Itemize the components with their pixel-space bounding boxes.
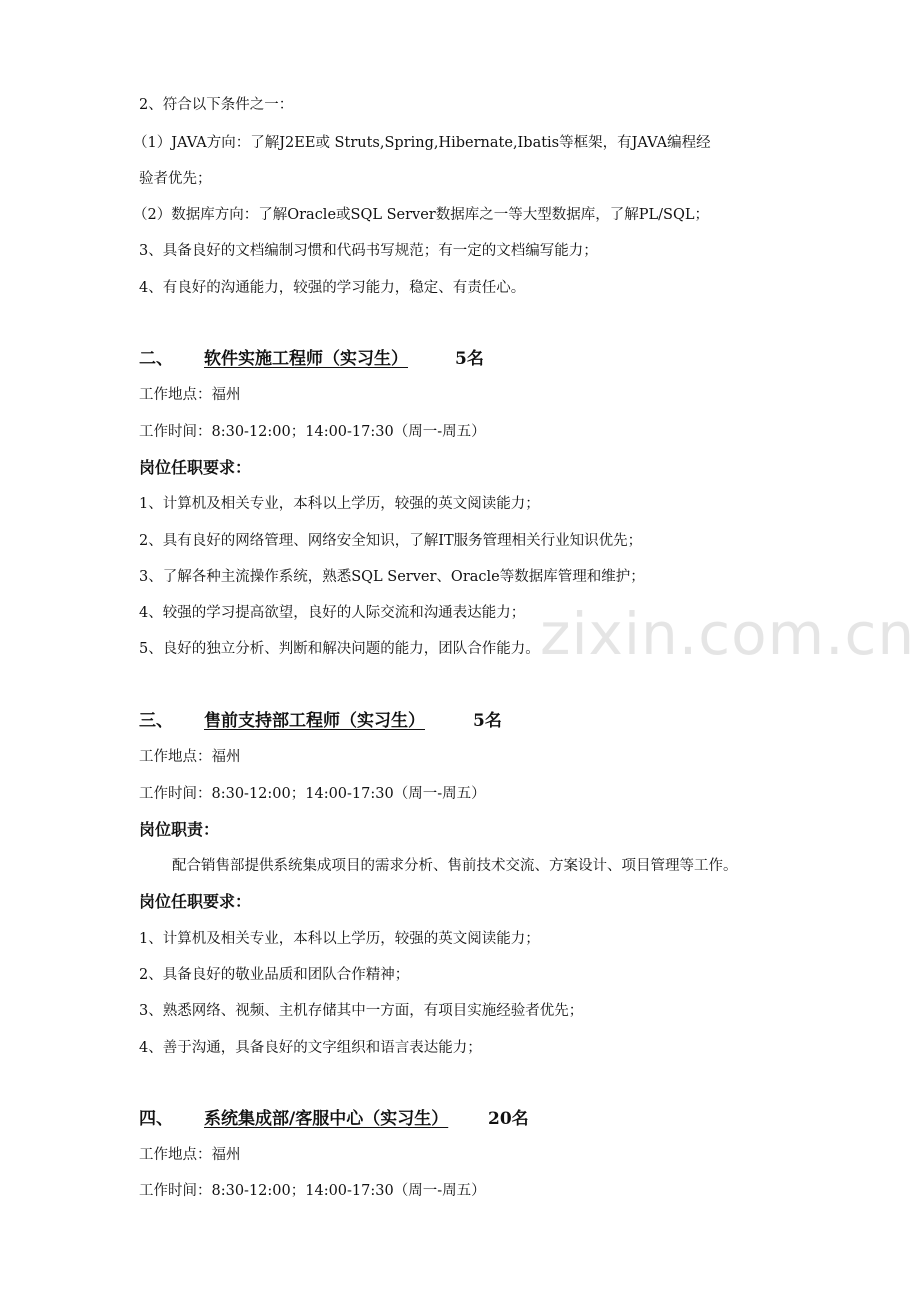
intro-line-2: （1）JAVA方向：了解J2EE或 Struts,Spring,Hibernate,Ibatis等框架，有JAVA编程经 <box>133 135 711 151</box>
section-2-number: 二、 <box>139 349 173 369</box>
intro-line-3: 验者优先； <box>139 171 212 187</box>
section-2-location: 工作地点：福州 <box>139 387 241 403</box>
section-4-count: 20名 <box>488 1109 529 1129</box>
section-4-time: 工作时间：8:30-12:00；14:00-17:30（周一-周五） <box>139 1183 486 1199</box>
intro-line-5: 3、具备良好的文档编制习惯和代码书写规范；有一定的文档编写能力； <box>139 243 598 259</box>
section-3-heading <box>139 710 502 732</box>
section-2-req-2: 2、具有良好的网络管理、网络安全知识，了解IT服务管理相关行业知识优先； <box>139 533 643 549</box>
section-3-duties-heading: 岗位职责： <box>139 820 220 839</box>
watermark: zixin.com.cn <box>540 600 916 668</box>
section-3-req-4: 4、善于沟通，具备良好的文字组织和语言表达能力； <box>139 1040 482 1056</box>
section-3-duty: 配合销售部提供系统集成项目的需求分析、售前技术交流、方案设计、项目管理等工作。 <box>172 858 738 874</box>
section-2-req-5: 5、良好的独立分析、判断和解决问题的能力，团队合作能力。 <box>139 641 540 657</box>
section-2-count: 5名 <box>455 349 484 369</box>
section-2-requirements-heading: 岗位任职要求： <box>139 458 252 477</box>
section-4-heading <box>139 1108 529 1130</box>
section-3-title: 售前支持部工程师（实习生） <box>204 711 425 731</box>
section-2-req-1: 1、计算机及相关专业，本科以上学历，较强的英文阅读能力； <box>139 496 540 512</box>
section-3-number: 三、 <box>139 711 173 731</box>
section-3-requirements-heading: 岗位任职要求： <box>139 892 252 911</box>
section-3-req-3: 3、熟悉网络、视频、主机存储其中一方面，有项目实施经验者优先； <box>139 1003 584 1019</box>
intro-line-1: 2、符合以下条件之一： <box>139 97 294 113</box>
section-4-title: 系统集成部/客服中心（实习生） <box>204 1109 449 1129</box>
section-2-time: 工作时间：8:30-12:00；14:00-17:30（周一-周五） <box>139 424 486 440</box>
section-2-title: 软件实施工程师（实习生） <box>204 349 408 369</box>
section-3-req-1: 1、计算机及相关专业，本科以上学历，较强的英文阅读能力； <box>139 931 540 947</box>
section-4-number: 四、 <box>139 1109 173 1129</box>
section-2-req-4: 4、较强的学习提高欲望，良好的人际交流和沟通表达能力； <box>139 605 526 621</box>
intro-line-4: （2）数据库方向：了解Oracle或SQL Server数据库之一等大型数据库，了解PL/SQL； <box>133 207 709 223</box>
section-3-time: 工作时间：8:30-12:00；14:00-17:30（周一-周五） <box>139 786 486 802</box>
section-2-heading <box>139 348 484 370</box>
section-3-location: 工作地点：福州 <box>139 749 241 765</box>
section-3-req-2: 2、具备良好的敬业品质和团队合作精神； <box>139 967 410 983</box>
intro-line-6: 4、有良好的沟通能力，较强的学习能力，稳定、有责任心。 <box>139 280 526 296</box>
section-2-req-3: 3、了解各种主流操作系统，熟悉SQL Server、Oracle等数据库管理和维护； <box>139 569 645 585</box>
section-4-location: 工作地点：福州 <box>139 1147 241 1163</box>
section-3-count: 5名 <box>473 711 502 731</box>
